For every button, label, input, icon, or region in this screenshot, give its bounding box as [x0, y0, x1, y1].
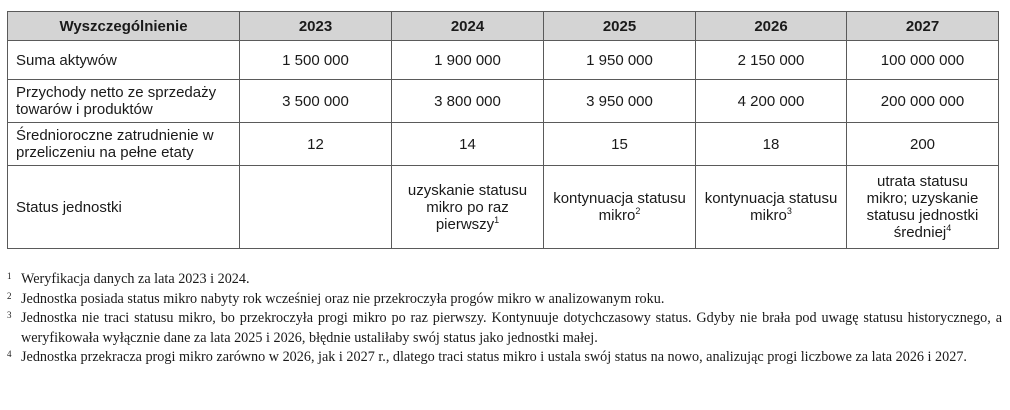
table-cell-empty — [240, 166, 392, 249]
table-cell: 3 800 000 — [392, 80, 544, 123]
table-cell: 4 200 000 — [696, 80, 847, 123]
footnote-text: Jednostka nie traci statusu mikro, bo przekroczyła progi mikro po raz pierwszy. Kontynuuje dotychczasowy status. Gdyby nie brała pod uwagę statusu historycznego, a weryfikowała wyłącznie dane za lata 2025 i 2026, błędnie ustaliłaby swój status jako jednostki małej. — [21, 310, 1002, 346]
table-cell: 14 — [392, 123, 544, 166]
table-cell — [392, 166, 544, 249]
footnote-3 — [7, 309, 1002, 348]
table-cell: 2 150 000 — [696, 41, 847, 80]
footnotes — [7, 270, 1002, 368]
status-text: kontynuacja statusu mikro — [553, 190, 686, 224]
status-table — [7, 11, 999, 249]
table-row-net-revenue — [8, 80, 999, 123]
table-cell: 3 950 000 — [544, 80, 696, 123]
row-label: Średnioroczne zatrudnienie w przeliczeniu na pełne etaty — [8, 123, 240, 166]
table-cell: 200 000 000 — [847, 80, 999, 123]
header-year-2023: 2023 — [240, 12, 392, 41]
table-cell: 1 950 000 — [544, 41, 696, 80]
table-cell: 200 — [847, 123, 999, 166]
table-row-total-assets — [8, 41, 999, 80]
footnote-mark: 2 — [7, 290, 12, 301]
footnote-ref: 2 — [635, 206, 641, 216]
table-row-entity-status — [8, 166, 999, 249]
row-label: Suma aktywów — [8, 41, 240, 80]
footnote-ref: 1 — [494, 214, 500, 225]
row-label: Status jednostki — [8, 166, 240, 249]
footnote-text: Jednostka przekracza progi mikro zarówno w 2026, jak i 2027 r., dlatego traci status mikro i ustala swój status na nowo, analizując progi liczbowe za lata 2026 i 2027. — [21, 349, 967, 365]
header-year-2024: 2024 — [392, 12, 544, 41]
footnote-2 — [7, 290, 1002, 310]
footnote-mark: 4 — [7, 349, 12, 359]
table-cell: 18 — [696, 123, 847, 166]
footnote-ref: 3 — [786, 206, 792, 216]
footnote-ref: 4 — [946, 223, 952, 233]
table-cell: 1 900 000 — [392, 41, 544, 80]
header-description: Wyszczególnienie — [8, 12, 240, 41]
table-cell: 100 000 000 — [847, 41, 999, 80]
table-cell — [544, 166, 696, 249]
footnote-4 — [7, 348, 1002, 368]
footnote-1 — [7, 270, 1002, 290]
table-cell: 12 — [240, 123, 392, 166]
table-cell: 1 500 000 — [240, 41, 392, 80]
header-year-2026: 2026 — [696, 12, 847, 41]
header-year-2025: 2025 — [544, 12, 696, 41]
footnote-mark: 3 — [7, 310, 12, 320]
table-cell: 3 500 000 — [240, 80, 392, 123]
table-row-average-employment — [8, 123, 999, 166]
header-year-2027: 2027 — [847, 12, 999, 41]
status-text: utrata statusu mikro; uzyskanie statusu jednostki średniej — [866, 173, 979, 241]
status-text: uzyskanie statusu mikro po raz pierwszy — [407, 181, 528, 233]
row-label: Przychody netto ze sprzedaży towarów i produktów — [8, 80, 240, 123]
table-cell: 15 — [544, 123, 696, 166]
status-text: kontynuacja statusu mikro — [704, 190, 838, 224]
footnote-text: Weryfikacja danych za lata 2023 i 2024. — [21, 271, 250, 287]
table-cell — [696, 166, 847, 249]
footnote-mark: 1 — [7, 271, 12, 281]
data-table-container — [7, 11, 998, 249]
header-row — [8, 12, 999, 41]
footnote-text: Jednostka posiada status mikro nabyty rok wcześniej oraz nie przekroczyła progów mikro w analizowanym roku. — [21, 290, 665, 307]
table-cell — [847, 166, 999, 249]
